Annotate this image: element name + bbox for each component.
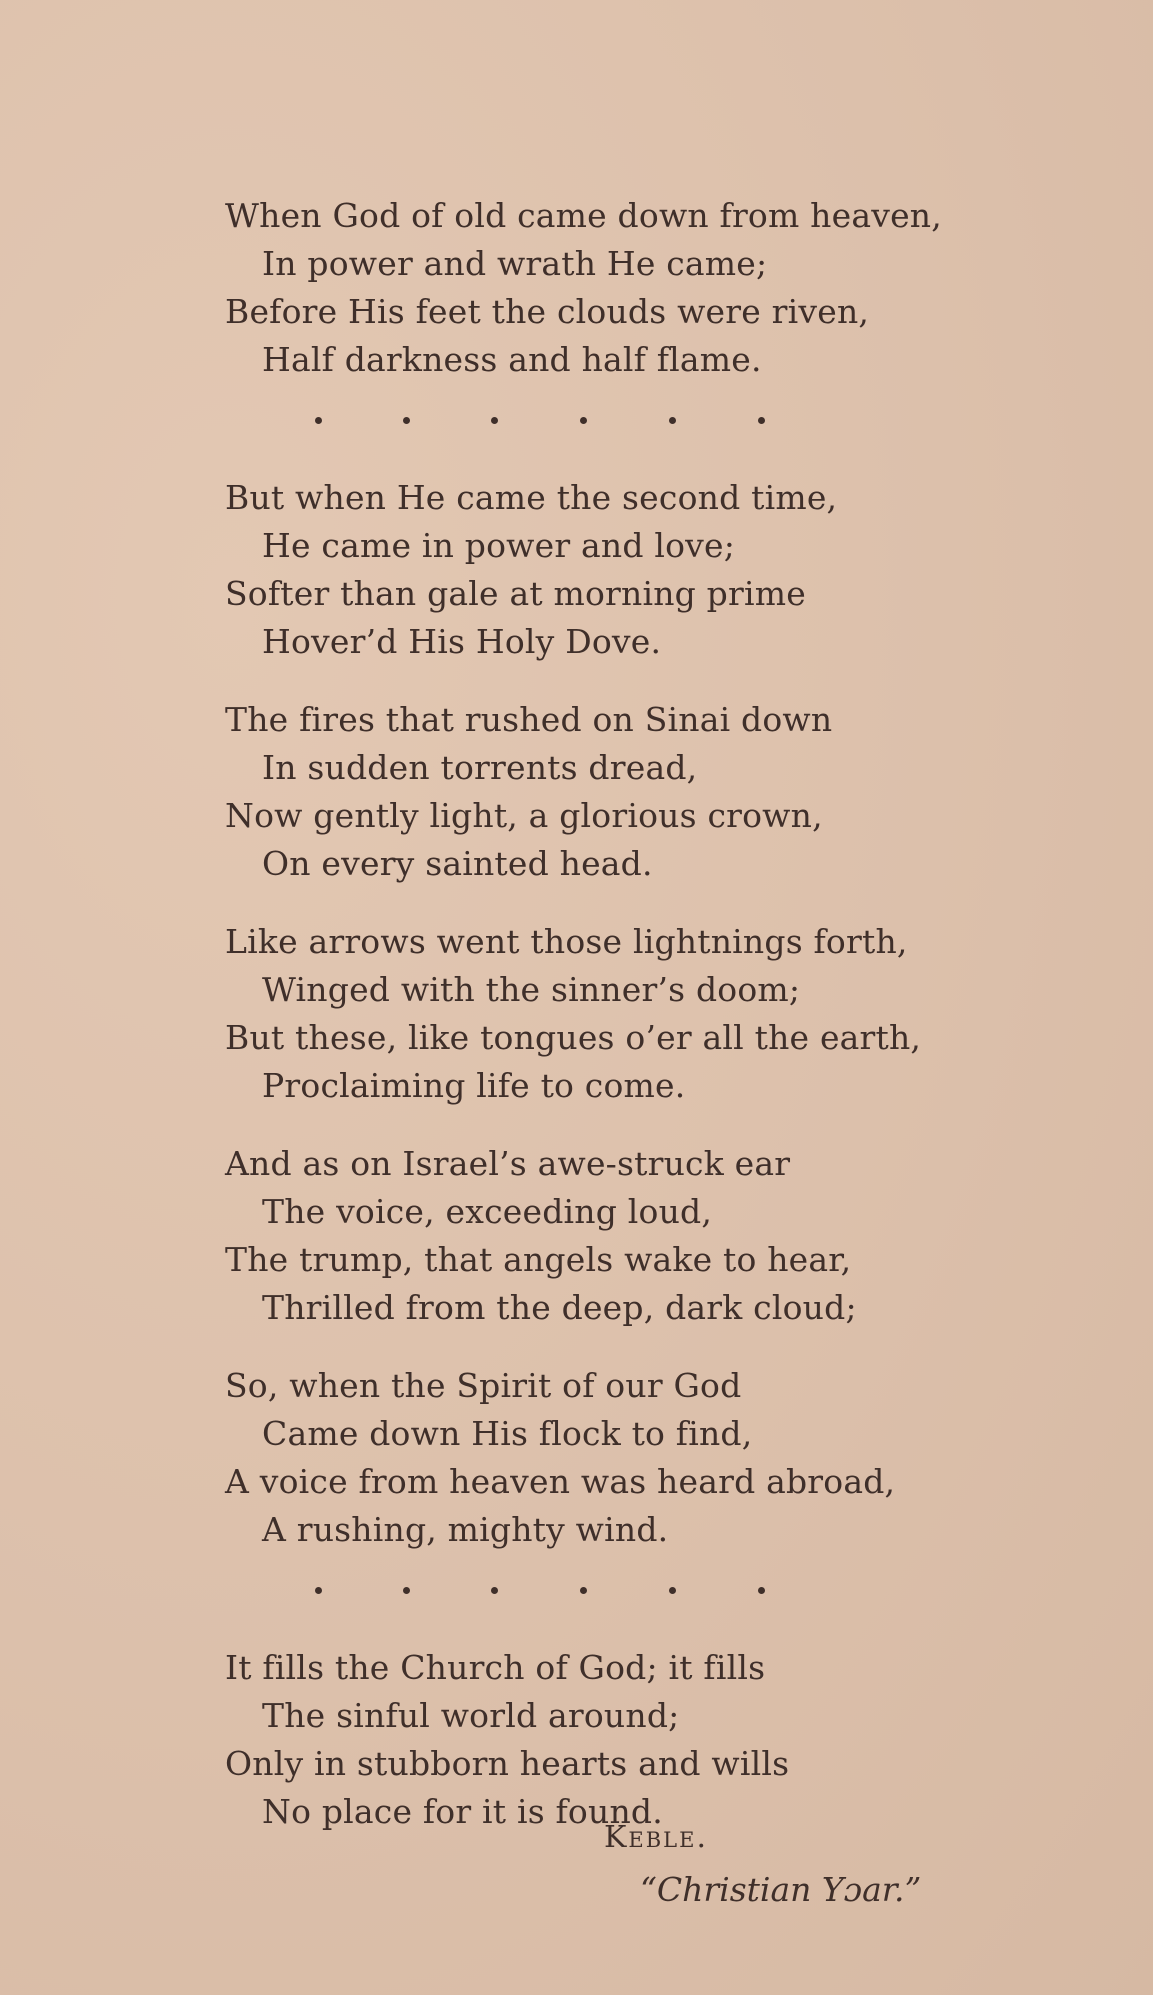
source-citation: “Christian Yɔar.” <box>640 1870 922 1909</box>
poem-line: He came in power and love; <box>262 526 736 565</box>
stanza-4 <box>225 918 1025 1110</box>
dot-ornament <box>669 417 676 424</box>
author-attribution: Keble. <box>604 1820 708 1855</box>
poem-line: Hover’d His Holy Dove. <box>262 622 662 661</box>
poem-line: Came down His flock to find, <box>262 1414 753 1453</box>
poem-line: In sudden torrents dread, <box>262 748 698 787</box>
dot-ornament <box>580 1587 587 1594</box>
poem-line: Proclaiming life to come. <box>262 1066 686 1105</box>
dot-ornament <box>403 417 410 424</box>
stanza-gap <box>225 1110 1025 1140</box>
poem-line: A rushing, mighty wind. <box>262 1510 669 1549</box>
dot-ornament <box>403 1587 410 1594</box>
stanza-7 <box>225 1644 1025 1836</box>
dot-ornament <box>315 417 322 424</box>
dot-ornament <box>580 417 587 424</box>
dot-ornament <box>491 1587 498 1594</box>
poem-line: Thrilled from the deep, dark cloud; <box>262 1288 857 1327</box>
stanza-2 <box>225 474 1025 666</box>
poem-line: On every sainted head. <box>262 844 653 883</box>
stanza-3 <box>225 696 1025 888</box>
poem-line: In power and wrath He came; <box>262 244 768 283</box>
poem-line: Half darkness and half flame. <box>262 340 762 379</box>
stanza-1 <box>225 192 1025 384</box>
poem <box>225 192 1025 1836</box>
dot-ornament <box>758 1587 765 1594</box>
poem-line: When God of old came down from heaven, <box>225 196 942 235</box>
poem-line: It fills the Church of God; it fills <box>225 1648 766 1687</box>
poem-line: But these, like tongues o’er all the earth, <box>225 1018 922 1057</box>
poem-line: The trump, that angels wake to hear, <box>225 1240 852 1279</box>
dot-ornament <box>669 1587 676 1594</box>
dot-ornament <box>758 417 765 424</box>
dot-ornament <box>491 417 498 424</box>
poem-line: No place for it is found. <box>262 1792 663 1831</box>
stanza-gap <box>225 888 1025 918</box>
stanza-5 <box>225 1140 1025 1332</box>
ellipsis-divider <box>225 384 1025 474</box>
poem-line: Before His feet the clouds were riven, <box>225 292 870 331</box>
poem-line: Like arrows went those lightnings forth, <box>225 922 908 961</box>
ellipsis-divider <box>225 1554 1025 1644</box>
stanza-gap <box>225 666 1025 696</box>
poem-line: The fires that rushed on Sinai down <box>225 700 833 739</box>
poem-line: Winged with the sinner’s doom; <box>262 970 801 1009</box>
stanza-6 <box>225 1362 1025 1554</box>
poem-line: So, when the Spirit of our God <box>225 1366 742 1405</box>
poem-line: Now gently light, a glorious crown, <box>225 796 823 835</box>
poem-line: Softer than gale at morning prime <box>225 574 806 613</box>
poem-line: The sinful world around; <box>262 1696 680 1735</box>
stanza-gap <box>225 1332 1025 1362</box>
poem-line: Only in stubborn hearts and wills <box>225 1744 790 1783</box>
poem-line: The voice, exceeding loud, <box>262 1192 713 1231</box>
poem-line: A voice from heaven was heard abroad, <box>225 1462 896 1501</box>
poem-line: And as on Israel’s awe-struck ear <box>225 1144 791 1183</box>
poem-line: But when He came the second time, <box>225 478 838 517</box>
dot-ornament <box>315 1587 322 1594</box>
